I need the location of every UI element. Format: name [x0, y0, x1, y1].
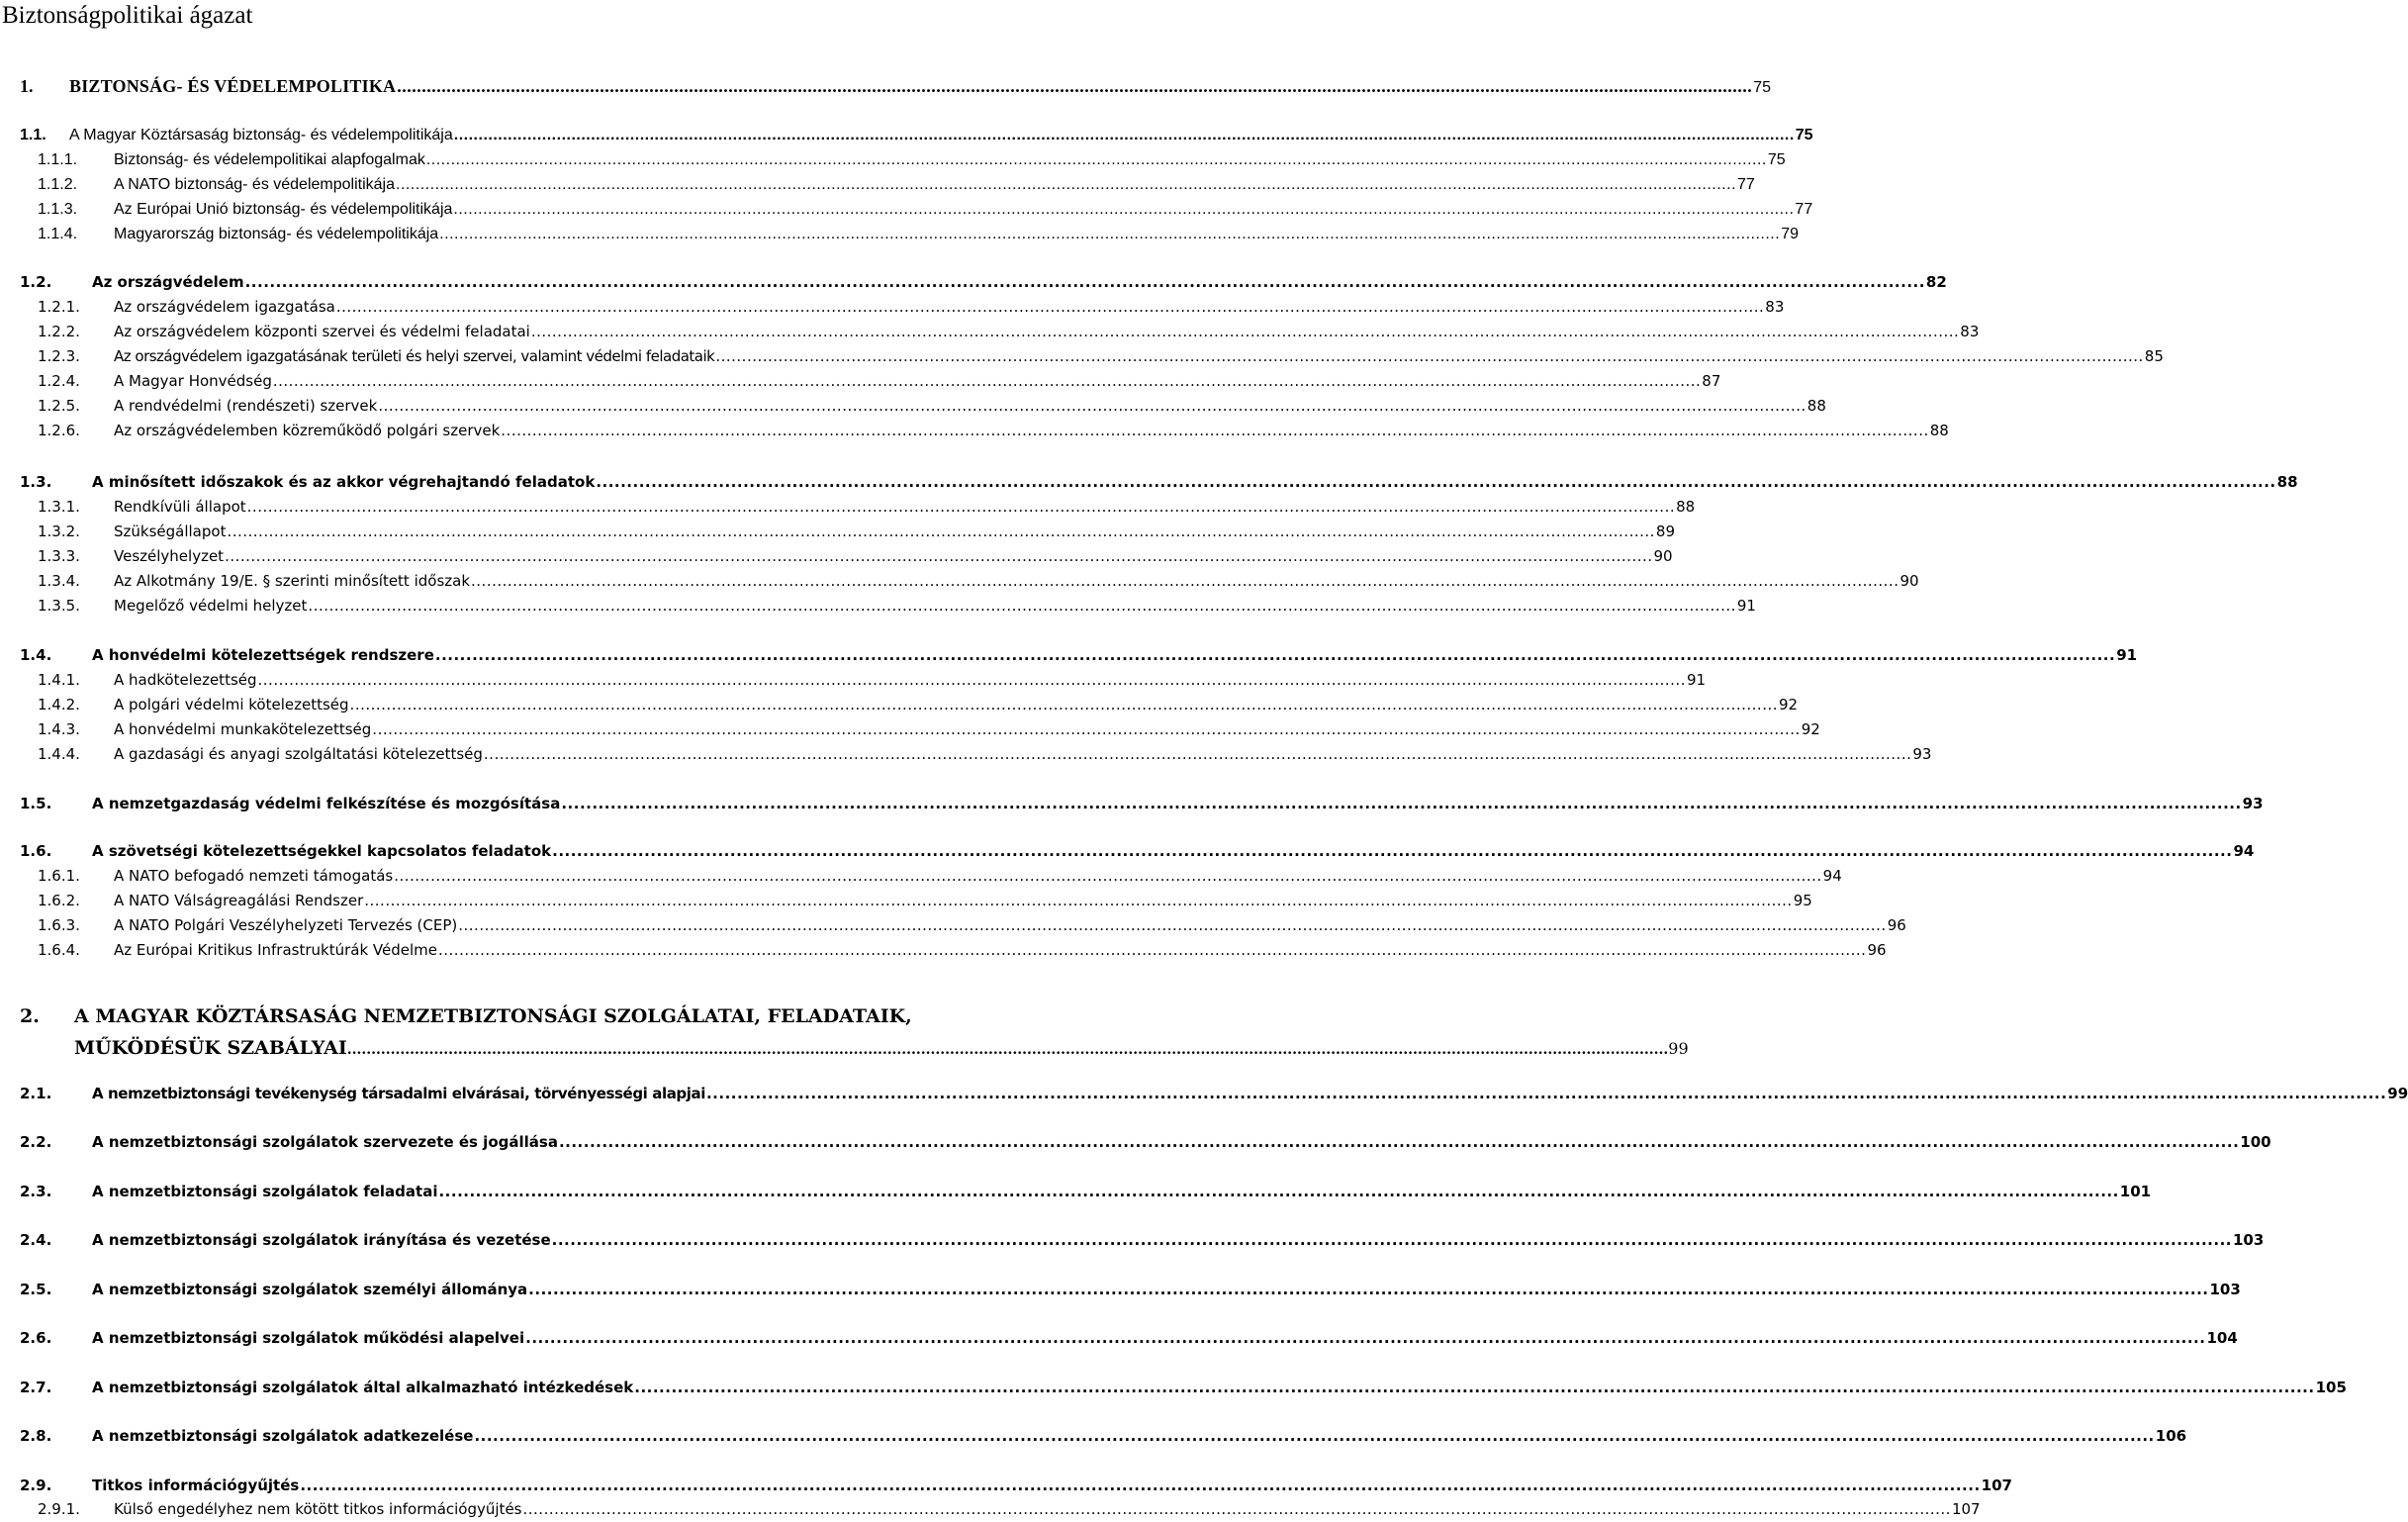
toc-page: 93 [1912, 745, 1932, 763]
toc-page: 88 [1929, 422, 1949, 439]
toc-page: 107 [1981, 1476, 2012, 1494]
toc-entry-1-3-5[interactable] [0, 593, 1756, 618]
toc-entry-1-1-1[interactable] [0, 147, 1786, 173]
toc-number: 2.9. [20, 1476, 52, 1494]
toc-entry-1-6-4[interactable] [0, 937, 1887, 963]
toc-title: A nemzetbiztonsági szolgálatok személyi állománya [92, 1281, 528, 1298]
toc-entry-1-2-1[interactable] [0, 294, 1785, 320]
toc-page: 89 [1655, 523, 1675, 540]
toc-entry-1-4[interactable] [0, 642, 2138, 668]
toc-number: 1.4.2. [38, 696, 80, 713]
toc-title: A gazdasági és anyagi szolgáltatási kötelezettség [114, 745, 483, 763]
toc-number: 1.2.5. [38, 397, 80, 415]
toc-page: 96 [1867, 941, 1887, 959]
toc-title: A honvédelmi munkakötelezettség [114, 720, 372, 738]
toc-title: Az országvédelem központi szervei és védelmi feladatai [114, 323, 530, 340]
toc-number: 2.2. [20, 1133, 52, 1151]
toc-title: Az Európai Kritikus Infrastruktúrák Védelme [114, 941, 437, 959]
toc-number: 1.3.2. [38, 523, 80, 540]
toc-number: 1.1.2. [38, 176, 78, 193]
toc-number: 1.6.1. [38, 867, 80, 885]
toc-title: A Magyar Köztársaság biztonság- és védelempolitikája [69, 127, 453, 143]
toc-title: Az országvédelem igazgatásának területi és helyi szervei, valamint védelmi feladataik [114, 347, 715, 365]
toc-page: 99 [1668, 1039, 1689, 1058]
toc-title: A nemzetbiztonsági szolgálatok feladatai [92, 1183, 438, 1200]
toc-number: 1.6.3. [38, 916, 80, 934]
toc-page: 101 [2119, 1183, 2152, 1200]
toc-title-line1: A MAGYAR KÖZTÁRSASÁG NEMZETBIZTONSÁGI SZOLGÁLATAI, FELADATAIK, [74, 1005, 912, 1027]
toc-number: 1. [20, 76, 34, 96]
toc-title-line2: MŰKÖDÉSÜK SZABÁLYAI [74, 1037, 347, 1059]
toc-entry-2-8[interactable] [0, 1423, 2187, 1449]
toc-page: 90 [1653, 547, 1673, 565]
toc-entry-2-5[interactable] [0, 1277, 2241, 1302]
toc-entry-1-2-2[interactable] [0, 319, 1980, 344]
toc-title: Az Európai Unió biztonság- és védelempolitikája [114, 201, 453, 218]
toc-number: 2.9.1. [38, 1500, 80, 1518]
toc-entry-1-6-3[interactable] [0, 912, 1906, 938]
toc-entry-1-3-4[interactable] [0, 568, 1919, 594]
toc-page: 106 [2155, 1427, 2187, 1445]
toc-number: 2.7. [20, 1379, 52, 1396]
toc-title: A NATO Polgári Veszélyhelyzeti Tervezés (CEP) [114, 916, 458, 934]
toc-number: 1.3.1. [38, 498, 80, 516]
toc-page: 85 [2144, 347, 2164, 365]
toc-page: 107 [1951, 1500, 1981, 1518]
toc-title: Titkos információgyűjtés [92, 1476, 300, 1494]
toc-entry-2-4[interactable] [0, 1227, 2265, 1253]
toc-entry-1-3-1[interactable] [0, 494, 1696, 520]
toc-number: 1.4.4. [38, 745, 80, 763]
toc-entry-1-6-2[interactable] [0, 888, 1812, 913]
toc-title: Veszélyhelyzet [114, 547, 225, 565]
toc-title: BIZTONSÁG- ÉS VÉDELEMPOLITIKA [69, 76, 397, 96]
toc-number: 2.3. [20, 1183, 52, 1200]
toc-page: 75 [1795, 127, 1813, 143]
toc-title: A nemzetbiztonsági szolgálatok irányítása és vezetése [92, 1231, 551, 1249]
toc-page: 92 [1779, 696, 1799, 713]
toc-title: Szükségállapot [114, 523, 227, 540]
toc-title: A hadkötelezettség [114, 671, 257, 689]
toc-number: 1.2.1. [38, 298, 80, 316]
toc-number: 1.3.3. [38, 547, 80, 565]
toc-number: 2.4. [20, 1231, 52, 1249]
toc-entry-1-3[interactable] [0, 469, 2298, 495]
toc-title: A nemzetbiztonsági szolgálatok adatkezelése [92, 1427, 474, 1445]
toc-number: 1.2.3. [38, 347, 80, 365]
toc-number: 1.6.4. [38, 941, 80, 959]
toc-page: 90 [1899, 572, 1919, 590]
toc-title: Az Alkotmány 19/E. § szerinti minősített időszak [114, 572, 471, 590]
toc-number: 2.8. [20, 1427, 52, 1445]
toc-page: 105 [2315, 1379, 2347, 1396]
toc-number: 1.3.4. [38, 572, 80, 590]
toc-page: 96 [1887, 916, 1906, 934]
toc-title: Külső engedélyhez nem kötött titkos információgyűjtés [114, 1500, 522, 1518]
toc-page: 91 [1736, 597, 1756, 615]
toc-entry-1-3-3[interactable] [0, 543, 1673, 569]
toc-title: Biztonság- és védelempolitikai alapfogalmak [114, 151, 425, 168]
toc-title: A nemzetbiztonsági szolgálatok működési alapelvei [92, 1329, 525, 1347]
toc-page: 83 [1765, 298, 1785, 316]
toc-page: 91 [1686, 671, 1707, 689]
toc-page: 82 [1925, 273, 1947, 291]
toc-entry-1-4-2[interactable] [0, 692, 1799, 717]
toc-title: A NATO Válságreagálási Rendszer [114, 892, 364, 909]
toc-title: Az országvédelem [92, 273, 244, 291]
toc-number: 1.6.2. [38, 892, 80, 909]
toc-page: 91 [2116, 646, 2138, 664]
toc-title: Rendkívüli állapot [114, 498, 246, 516]
toc-title: A szövetségi kötelezettségekkel kapcsolatos feladatok [92, 842, 552, 860]
toc-page: 103 [2232, 1231, 2265, 1249]
toc-entry-1-2-3[interactable] [0, 343, 2164, 369]
toc-page: 79 [1781, 226, 1799, 242]
toc-page: 88 [1806, 397, 1826, 415]
toc-number: 1.3.5. [38, 597, 80, 615]
toc-entry-1[interactable] [0, 73, 1772, 99]
toc-number: 1.6. [20, 842, 52, 860]
toc-entry-1-2[interactable] [0, 269, 1947, 295]
toc-entry-2-3[interactable] [0, 1179, 2152, 1204]
toc-entry-1-6[interactable] [0, 838, 2255, 864]
toc-number: 2.1. [20, 1085, 52, 1102]
toc-number: 1.2.4. [38, 372, 80, 390]
toc-number: 1.1. [20, 127, 46, 143]
toc-page: 95 [1793, 892, 1812, 909]
toc-page: 94 [1822, 867, 1842, 885]
page-title: Biztonságpolitikai ágazat [2, 2, 253, 29]
toc-title: Az országvédelemben közreműködő polgári szervek [114, 422, 501, 439]
toc-number: 1.3. [20, 473, 52, 491]
toc-entry-1-2-6[interactable] [0, 418, 1949, 443]
toc-entry-1-1-3[interactable] [0, 197, 1813, 223]
toc-page: 103 [2209, 1281, 2241, 1298]
toc-number: 1.4.1. [38, 671, 80, 689]
toc-entry-1-2-5[interactable] [0, 393, 1826, 419]
toc-page: 83 [1960, 323, 1980, 340]
toc-title: A honvédelmi kötelezettségek rendszere [92, 646, 434, 664]
toc-title: A polgári védelmi kötelezettség [114, 696, 349, 713]
toc-entry-2-7[interactable] [0, 1375, 2347, 1400]
toc-page: 77 [1795, 201, 1813, 218]
toc-title: A NATO befogadó nemzeti támogatás [114, 867, 394, 885]
toc-title: Az országvédelem igazgatása [114, 298, 335, 316]
toc-entry-1-1-2[interactable] [0, 172, 1755, 198]
toc-title: A NATO biztonság- és védelempolitikája [114, 176, 395, 193]
toc-title: A nemzetgazdaság védelmi felkészítése és mozgósítása [92, 795, 561, 812]
toc-page: 93 [2242, 795, 2264, 812]
toc-number: 2. [20, 1005, 40, 1027]
toc-number: 1.1.1. [38, 151, 78, 168]
toc-entry-2-9[interactable] [0, 1473, 2012, 1498]
toc-number: 2.5. [20, 1281, 52, 1298]
toc-title: A rendvédelmi (rendészeti) szervek [114, 397, 378, 415]
toc-title: Magyarország biztonság- és védelempolitikája [114, 226, 439, 242]
toc-number: 1.2. [20, 273, 52, 291]
toc-entry-2[interactable] [0, 1001, 1689, 1065]
toc-title: Megelőző védelmi helyzet [114, 597, 308, 615]
toc-number: 1.4. [20, 646, 52, 664]
toc-entry-1-6-1[interactable] [0, 863, 1842, 889]
toc-entry-1-4-1[interactable] [0, 667, 1707, 693]
toc-page: 87 [1702, 372, 1721, 390]
toc-entry-1-1-4[interactable] [0, 222, 1799, 247]
toc-entry-2-9-1[interactable] [0, 1496, 1981, 1522]
toc-page: 100 [2240, 1133, 2271, 1151]
toc-entry-1-3-2[interactable] [0, 519, 1675, 544]
toc-entry-1-1[interactable] [0, 123, 1813, 148]
toc-entry-1-4-3[interactable] [0, 716, 1820, 742]
toc-title: A nemzetbiztonsági tevékenység társadalmi elvárásai, törvényességi alapjai [92, 1085, 705, 1102]
toc-title: A nemzetbiztonsági szolgálatok szervezete és jogállása [92, 1133, 558, 1151]
toc-page: 92 [1801, 720, 1820, 738]
toc-entry-1-4-4[interactable] [0, 741, 1932, 767]
toc-page: 75 [1767, 151, 1786, 168]
toc-entry-1-2-4[interactable] [0, 368, 1721, 394]
toc-page: 77 [1737, 176, 1755, 193]
toc-entry-2-1[interactable] [0, 1081, 2408, 1106]
toc-page: 88 [1676, 498, 1696, 516]
toc-number: 1.5. [20, 795, 52, 812]
toc-title: A nemzetbiztonsági szolgálatok által alkalmazható intézkedések [92, 1379, 634, 1396]
toc-entry-2-2[interactable] [0, 1129, 2271, 1155]
toc-entry-2-6[interactable] [0, 1325, 2238, 1351]
toc-page: 104 [2206, 1329, 2238, 1347]
toc-number: 1.4.3. [38, 720, 80, 738]
toc-number: 1.1.4. [38, 226, 78, 242]
toc-entry-1-5[interactable] [0, 791, 2264, 816]
toc-number: 2.6. [20, 1329, 52, 1347]
toc-number: 1.2.6. [38, 422, 80, 439]
toc-page: 75 [1753, 79, 1772, 96]
toc-page: 94 [2233, 842, 2255, 860]
toc-title: A minősített időszakok és az akkor végrehajtandó feladatok [92, 473, 596, 491]
toc-number: 1.2.2. [38, 323, 80, 340]
toc-page: 99 [2387, 1085, 2408, 1102]
toc-title: A Magyar Honvédség [114, 372, 272, 390]
toc-number: 1.1.3. [38, 201, 78, 218]
toc-page: 88 [2276, 473, 2298, 491]
